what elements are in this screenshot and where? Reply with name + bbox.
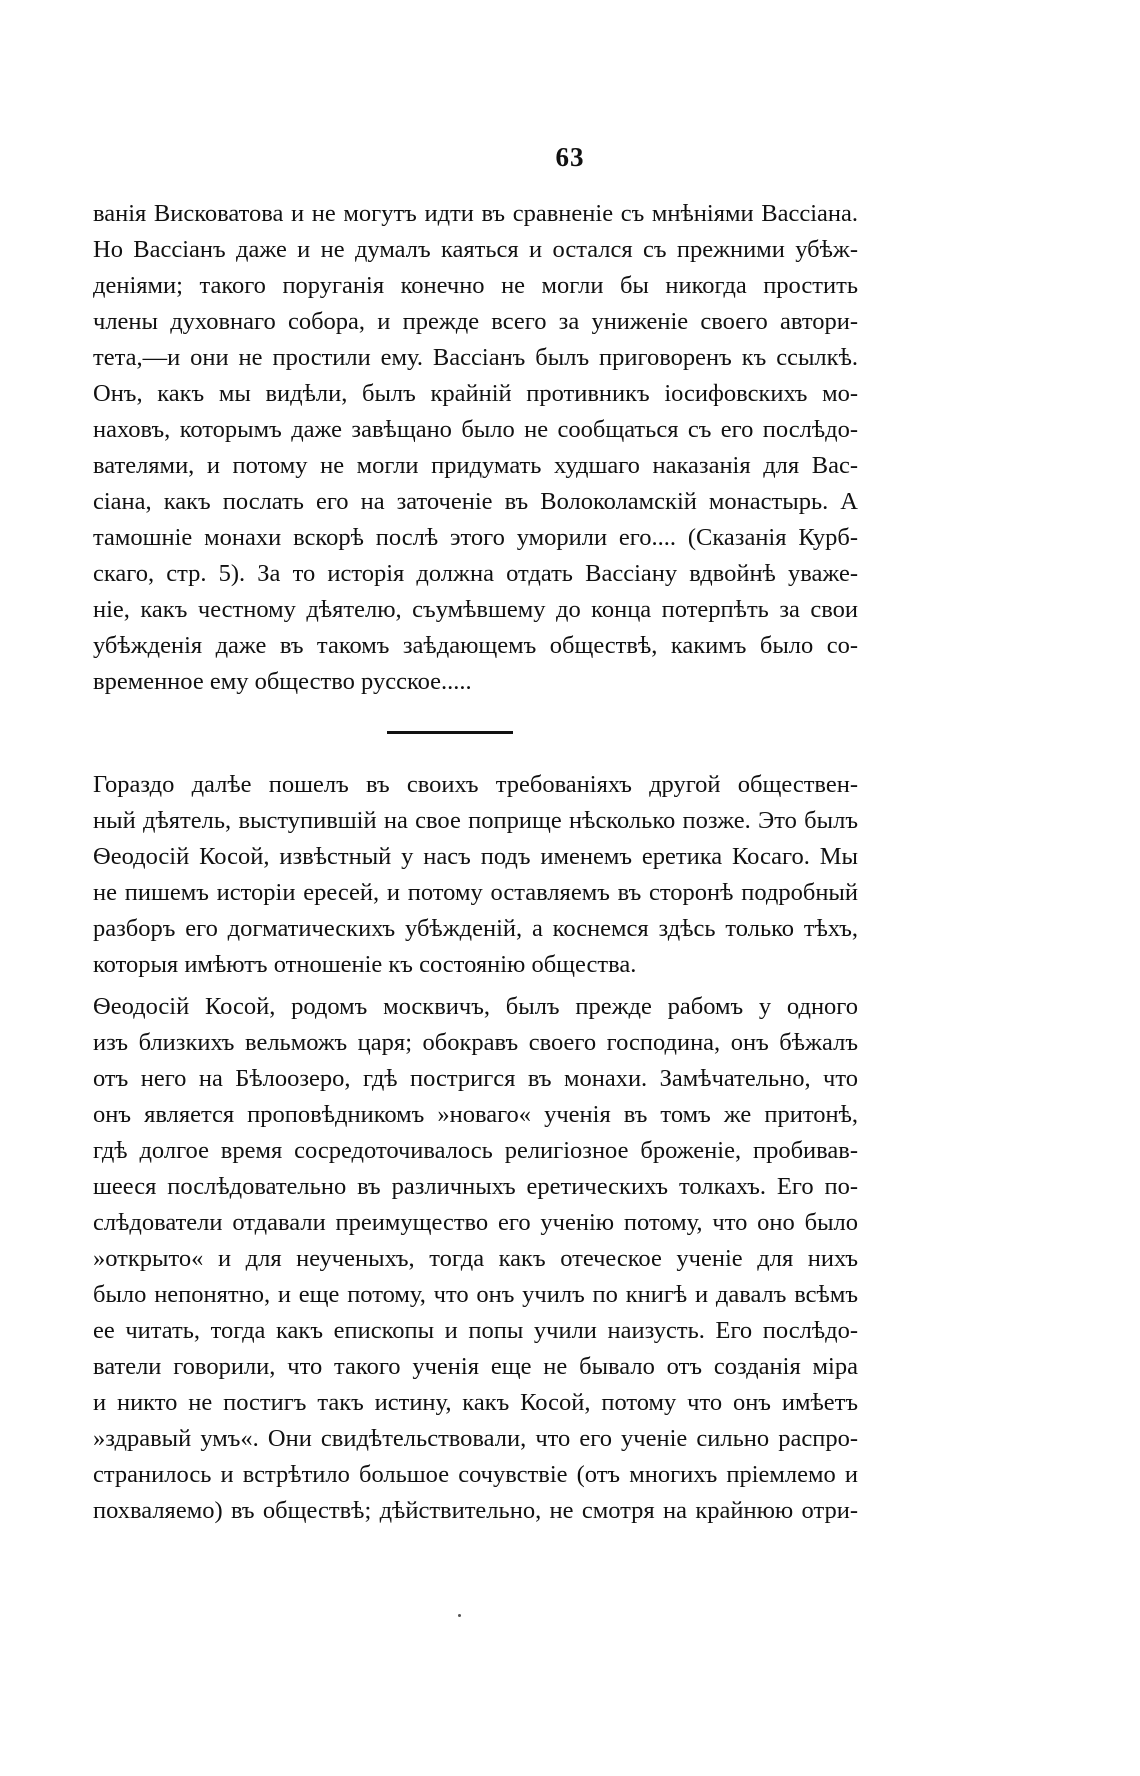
text-line: деніями; такого поруганія конечно не могли бы никогда простить	[93, 272, 858, 299]
text-line: было непонятно, и еще потому, что онъ училъ по книгѣ и давалъ всѣмъ	[93, 1281, 858, 1308]
text-line: члены духовнаго собора, и прежде всего за униженіе своего автори-	[93, 308, 858, 335]
text-line: и никто не постигъ такъ истину, какъ Косой, потому что онъ имѣетъ	[93, 1389, 858, 1416]
text-line: гдѣ долгое время сосредоточивалось религіозное броженіе, пробивав-	[93, 1137, 858, 1164]
text-line: Но Вассіанъ даже и не думалъ каяться и остался съ прежними убѣж-	[93, 236, 858, 263]
print-speck	[458, 1614, 461, 1617]
text-line: ванія Висковатова и не могутъ идти въ сравненіе съ мнѣніями Вассіана.	[93, 200, 858, 227]
text-line: Ѳеодосій Косой, извѣстный у насъ подъ именемъ еретика Косаго. Мы	[93, 843, 858, 870]
text-line: ный дѣятель, выступившій на свое поприще нѣсколько позже. Это былъ	[93, 807, 858, 834]
text-line: похваляемо) въ обществѣ; дѣйствительно, не смотря на крайнюю отри-	[93, 1497, 858, 1524]
text-line: шееся послѣдовательно въ различныхъ еретическихъ толкахъ. Его по-	[93, 1173, 858, 1200]
text-line: сіана, какъ послать его на заточеніе въ Волоколамскій монастырь. А	[93, 488, 858, 515]
text-line: скаго, стр. 5). За то исторія должна отдать Вассіану вдвойнѣ уваже-	[93, 560, 858, 587]
text-line: тета,—и они не простили ему. Вассіанъ былъ приговоренъ къ ссылкѣ.	[93, 344, 858, 371]
section-separator	[387, 731, 513, 734]
text-line: наховъ, которымъ даже завѣщано было не сообщаться съ его послѣдо-	[93, 416, 858, 443]
paragraph-kosoy-biography	[93, 989, 858, 1529]
text-line: которыя имѣютъ отношеніе къ состоянію общества.	[93, 951, 637, 978]
text-line: ее читать, тогда какъ епископы и попы учили наизусть. Его послѣдо-	[93, 1317, 858, 1344]
text-line: отъ него на Бѣлоозеро, гдѣ постригся въ монахи. Замѣчательно, что	[93, 1065, 858, 1092]
text-line: Ѳеодосій Косой, родомъ москвичъ, былъ прежде рабомъ у одного	[93, 993, 858, 1020]
text-line: тамошніе монахи вскорѣ послѣ этого уморили его.... (Сказанія Курб-	[93, 524, 858, 551]
text-line: слѣдователи отдавали преимущество его ученію потому, что оно было	[93, 1209, 858, 1236]
text-line: Онъ, какъ мы видѣли, былъ крайній противникъ іосифовскихъ мо-	[93, 380, 858, 407]
text-line: »здравый умъ«. Они свидѣтельствовали, что его ученіе сильно распро-	[93, 1425, 858, 1452]
text-line: изъ близкихъ вельможъ царя; обокравъ своего господина, онъ бѣжалъ	[93, 1029, 858, 1056]
text-line: временное ему общество русское.....	[93, 668, 472, 695]
page-number: 63	[555, 142, 585, 172]
text-line: Гораздо далѣе пошелъ въ своихъ требованіяхъ другой обществен-	[93, 771, 858, 798]
paragraph-continuation	[93, 196, 858, 700]
text-line: ніе, какъ честному дѣятелю, съумѣвшему до конца потерпѣть за свои	[93, 596, 858, 623]
text-line: убѣжденія даже въ такомъ заѣдающемъ обществѣ, какимъ было со-	[93, 632, 858, 659]
text-line: онъ является проповѣдникомъ »новаго« ученія въ томъ же притонѣ,	[93, 1101, 858, 1128]
text-line: не пишемъ исторіи ересей, и потому оставляемъ въ сторонѣ подробный	[93, 879, 858, 906]
paragraph-kosoy-intro	[93, 767, 858, 983]
text-line: разборъ его догматическихъ убѣжденій, а коснемся здѣсь только тѣхъ,	[93, 915, 858, 942]
text-line: вателями, и потому не могли придумать худшаго наказанія для Вас-	[93, 452, 858, 479]
text-line: »открыто« и для неученыхъ, тогда какъ отеческое ученіе для нихъ	[93, 1245, 858, 1272]
text-line: ватели говорили, что такого ученія еще не бывало отъ созданія міра	[93, 1353, 858, 1380]
text-line: странилось и встрѣтило большое сочувствіе (отъ многихъ пріемлемо и	[93, 1461, 858, 1488]
